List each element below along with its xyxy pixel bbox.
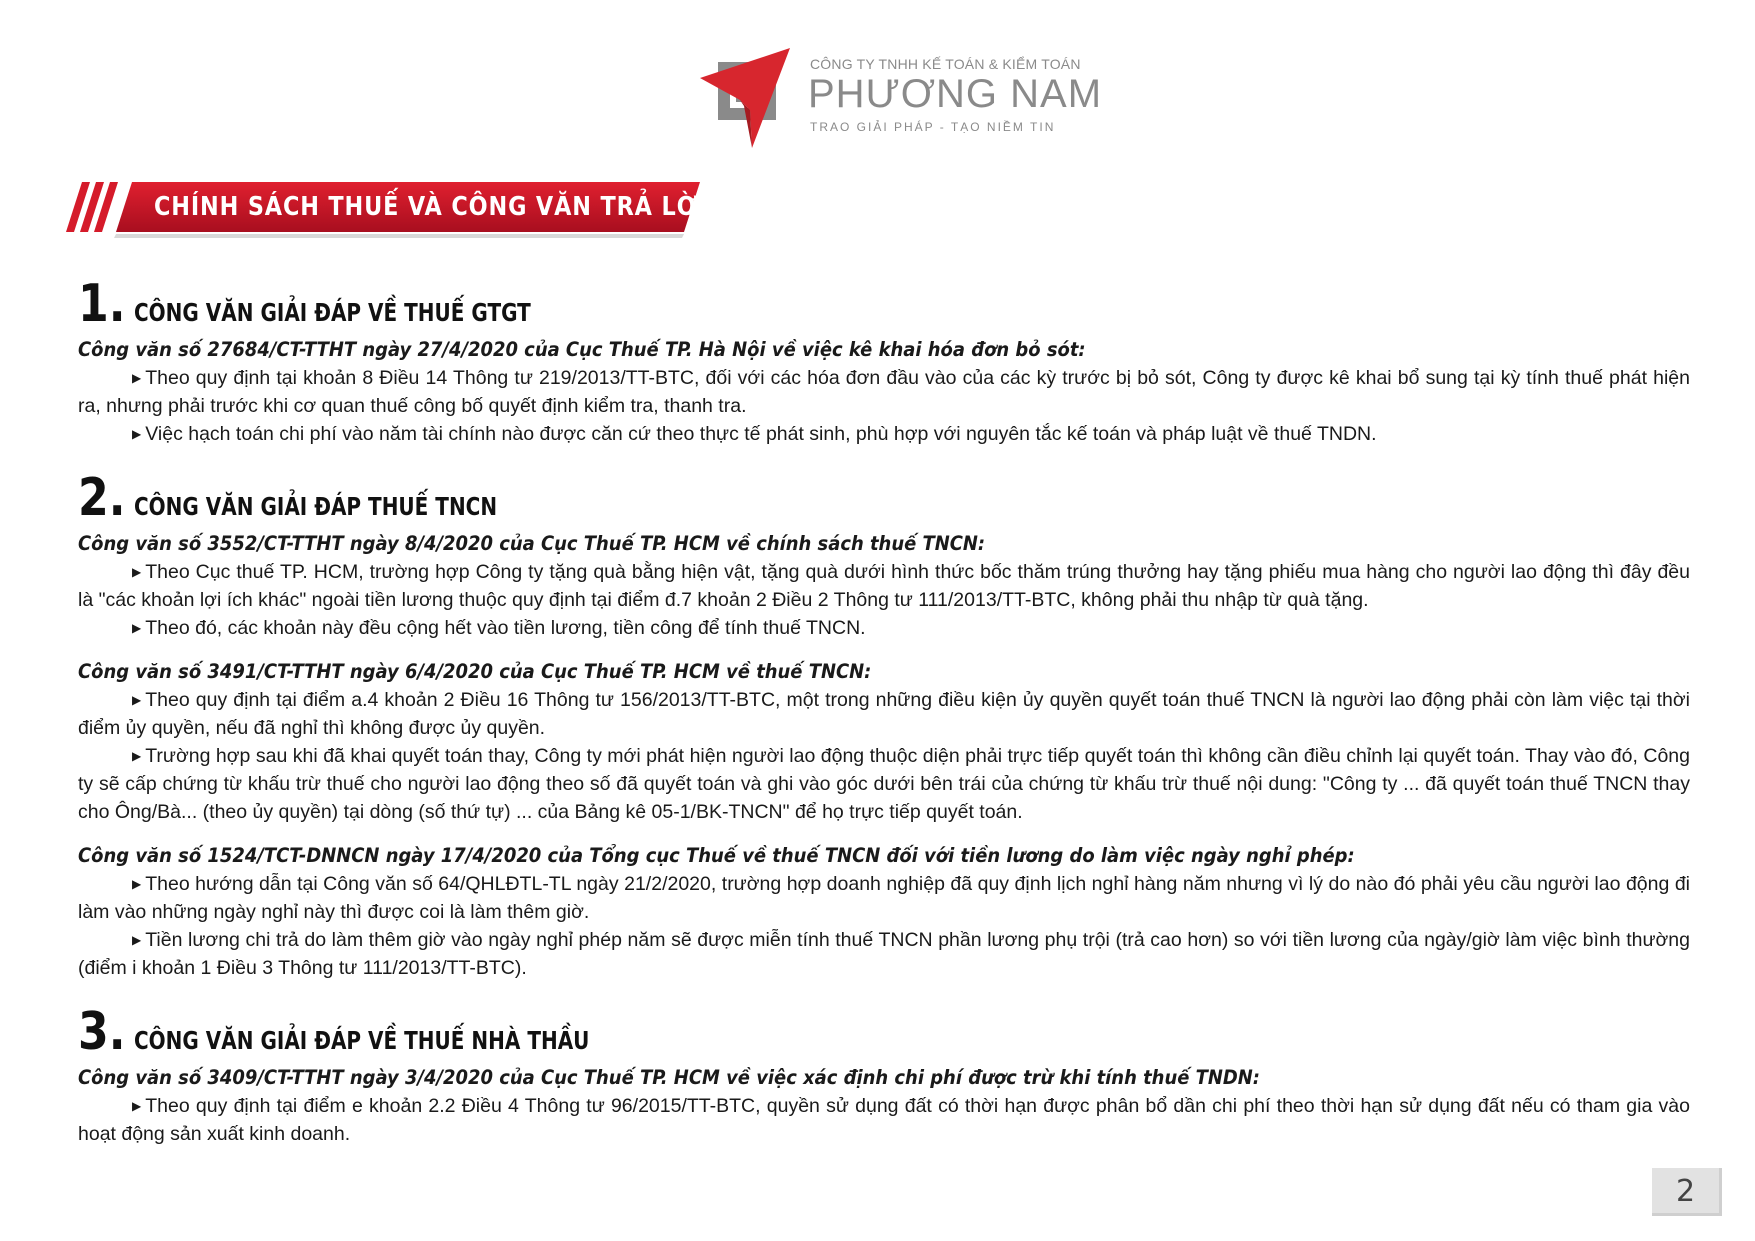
section-title: CÔNG VĂN GIẢI ĐÁP VỀ THUẾ NHÀ THẦU [134,1026,590,1055]
letter-title: Công văn số 3491/CT-TTHT ngày 6/4/2020 của Cục Thuế TP. HCM về thuế TNCN: [78,660,872,683]
section-title: CÔNG VĂN GIẢI ĐÁP VỀ THUẾ GTGT [134,298,531,327]
triangle-bullet-icon: ▶ [132,371,142,385]
letter-paragraph: ▶ Theo đó, các khoản này đều cộng hết vào tiền lương, tiền công để tính thuế TNCN. [78,614,1690,642]
section-heading [78,468,1690,528]
document-body [78,270,1690,1148]
official-letter [78,658,1690,826]
official-letter [78,336,1690,448]
official-letter [78,842,1690,982]
section-number: 3. [78,1002,126,1062]
phuong-nam-logo-icon [700,48,792,150]
company-logo [700,48,1103,158]
company-slogan: TRAO GIẢI PHÁP - TẠO NIỀM TIN [810,120,1056,134]
company-name: PHƯƠNG NAM [808,72,1103,116]
triangle-bullet-icon: ▶ [132,749,142,763]
letter-title: Công văn số 1524/TCT-DNNCN ngày 17/4/2020 của Tổng cục Thuế về thuế TNCN đối với tiền lương do làm việc ngày nghỉ phép: [78,844,1355,867]
triangle-bullet-icon: ▶ [132,1099,142,1113]
letter-paragraph: ▶ Việc hạch toán chi phí vào năm tài chính nào được căn cứ theo thực tế phát sinh, phù hợp với nguyên tắc kế toán và pháp luật về thuế TNDN. [78,420,1690,448]
section-title: CÔNG VĂN GIẢI ĐÁP THUẾ TNCN [134,492,498,521]
section-tncn [78,468,1690,982]
triangle-bullet-icon: ▶ [132,877,142,891]
triangle-bullet-icon: ▶ [132,621,142,635]
letter-paragraph: ▶ Theo quy định tại điểm a.4 khoản 2 Điều 16 Thông tư 156/2013/TT-BTC, một trong những điều kiện ủy quyền quyết toán thuế TNCN là người lao động phải còn làm việc tại thời điểm ủy quyền, nếu đã nghỉ thì không được ủy quyền. [78,686,1690,742]
official-letter [78,530,1690,642]
section-number: 2. [78,468,126,528]
letter-paragraph: ▶ Theo hướng dẫn tại Công văn số 64/QHLĐTL-TL ngày 21/2/2020, trường hợp doanh nghiệp đã quy định lịch nghỉ hàng năm nhưng vì lý do nào đó phải yêu cầu người lao động đi làm vào những ngày nghỉ này thì được coi là làm thêm giờ. [78,870,1690,926]
letter-title: Công văn số 27684/CT-TTHT ngày 27/4/2020 của Cục Thuế TP. Hà Nội về việc kê khai hóa đơn bỏ sót: [78,338,1086,361]
triangle-bullet-icon: ▶ [132,565,142,579]
letter-paragraph: ▶ Tiền lương chi trả do làm thêm giờ vào ngày nghỉ phép năm sẽ được miễn tính thuế TNCN phần lương phụ trội (trả cao hơn) so với tiền lương của ngày/giờ làm việc bình thường (điểm i khoản 1 Điều 3 Thông tư 111/2013/TT-BTC). [78,926,1690,982]
triangle-bullet-icon: ▶ [132,427,142,441]
company-type-line: CÔNG TY TNHH KẾ TOÁN & KIỂM TOÁN [810,56,1081,72]
section-heading [78,274,1690,334]
triangle-bullet-icon: ▶ [132,933,142,947]
letter-paragraph: ▶ Theo Cục thuế TP. HCM, trường hợp Công ty tặng quà bằng hiện vật, tặng quà dưới hình thức bốc thăm trúng thưởng hay tặng phiếu mua hàng cho người lao động thì đây đều là "các khoản lợi ích khác" ngoài tiền lương thuộc quy định tại điểm đ.7 khoản 2 Điều 2 Thông tư 111/2013/TT-BTC, không phải thu nhập từ quà tặng. [78,558,1690,614]
section-heading [78,1002,1690,1062]
letter-paragraph: ▶ Theo quy định tại khoản 8 Điều 14 Thông tư 219/2013/TT-BTC, đối với các hóa đơn đầu vào của các kỳ trước bị bỏ sót, Công ty được kê khai bổ sung tại kỳ tính thuế phát hiện ra, nhưng phải trước khi cơ quan thuế công bố quyết định kiểm tra, thanh tra. [78,364,1690,420]
banner-title: CHÍNH SÁCH THUẾ VÀ CÔNG VĂN TRẢ LỜI [154,192,707,222]
letter-title: Công văn số 3409/CT-TTHT ngày 3/4/2020 của Cục Thuế TP. HCM về việc xác định chi phí được trừ khi tính thuế TNDN: [78,1066,1260,1089]
section-banner [60,178,707,238]
section-nha-thau [78,1002,1690,1148]
letter-paragraph: ▶ Theo quy định tại điểm e khoản 2.2 Điều 4 Thông tư 96/2015/TT-BTC, quyền sử dụng đất có thời hạn được phân bổ dần chi phí theo thời hạn sử dụng đất nếu có tham gia vào hoạt động sản xuất kinh doanh. [78,1092,1690,1148]
official-letter [78,1064,1690,1148]
letter-title: Công văn số 3552/CT-TTHT ngày 8/4/2020 của Cục Thuế TP. HCM về chính sách thuế TNCN: [78,532,986,555]
page-number: 2 [1652,1168,1722,1216]
triangle-bullet-icon: ▶ [132,693,142,707]
section-gtgt [78,274,1690,448]
section-number: 1. [78,274,126,334]
letter-paragraph: ▶ Trường hợp sau khi đã khai quyết toán thay, Công ty mới phát hiện người lao động thuộc diện phải trực tiếp quyết toán thì không cần điều chỉnh lại quyết toán. Thay vào đó, Công ty sẽ cấp chứng từ khấu trừ thuế cho người lao động theo số đã quyết toán và ghi vào góc dưới bên trái của chứng từ khấu trừ thuế nội dung: "Công ty ... đã quyết toán thuế TNCN thay cho Ông/Bà... (theo ủy quyền) tại dòng (số thứ tự) ... của Bảng kê 05-1/BK-TNCN" để họ trực tiếp quyết toán. [78,742,1690,826]
